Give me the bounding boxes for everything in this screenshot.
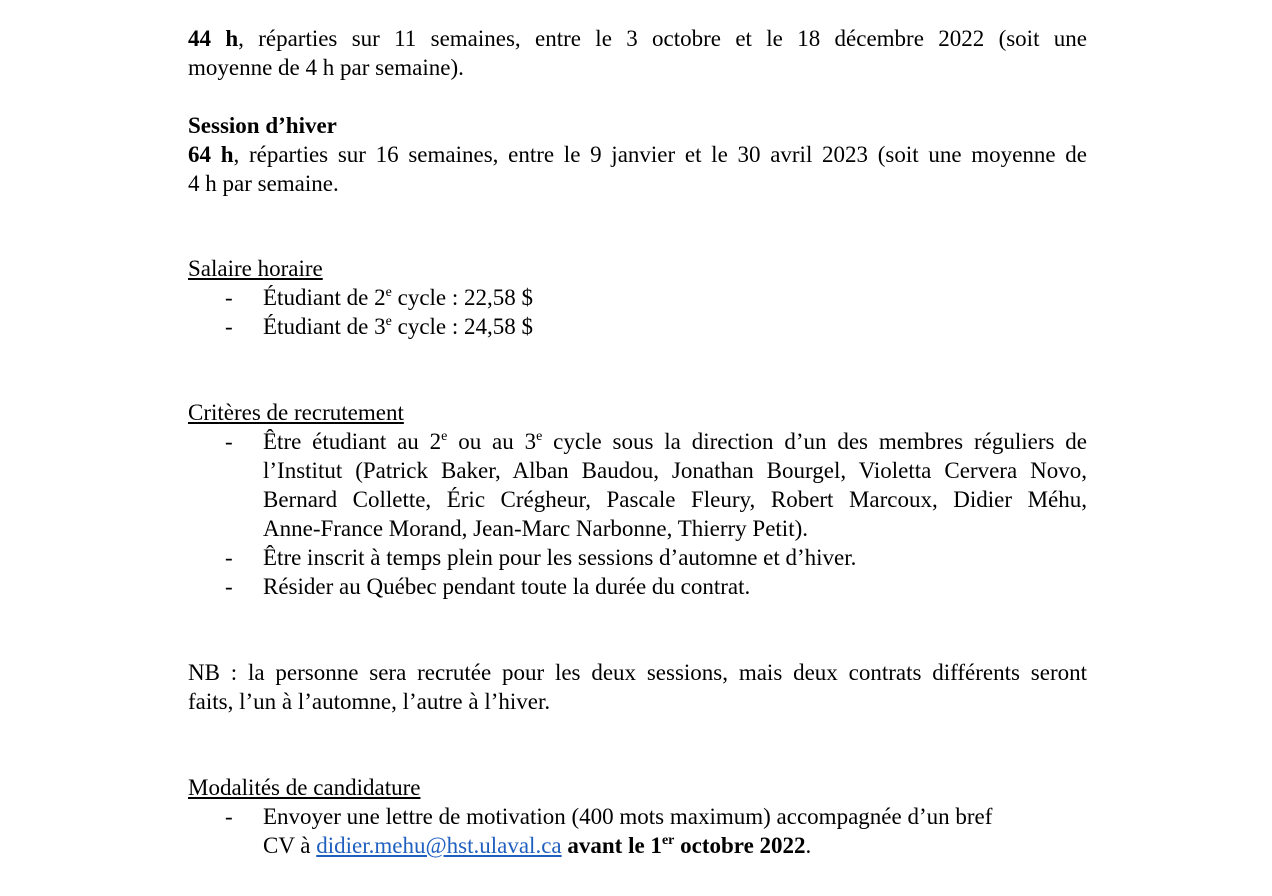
application-list bbox=[188, 802, 1087, 860]
winter-line-2: 4 h par semaine. bbox=[188, 171, 339, 196]
autumn-line-1 bbox=[188, 24, 1087, 53]
criteria-item-1-line-1 bbox=[263, 427, 1087, 456]
criteria-list bbox=[188, 427, 1087, 601]
text-run: avant le 1 bbox=[567, 833, 662, 858]
text-run: cycle sous la direction d’un des membres réguliers de bbox=[542, 429, 1087, 454]
criteria-item-3: Résider au Québec pendant toute la durée du contrat. bbox=[263, 574, 751, 599]
dash-bullet: - bbox=[225, 804, 233, 829]
autumn-line-2: moyenne de 4 h par semaine). bbox=[188, 55, 464, 80]
superscript: e bbox=[385, 285, 392, 300]
text-run: Être étudiant au 2 bbox=[263, 429, 442, 454]
criteria-item-1-line-2: l’Institut (Patrick Baker, Alban Baudou, Jonathan Bourgel, Violetta Cervera Novo, bbox=[263, 458, 1087, 483]
nb-note bbox=[188, 658, 1087, 716]
dash-bullet: - bbox=[225, 545, 233, 570]
criteria-section bbox=[188, 398, 1087, 601]
deadline bbox=[567, 833, 805, 858]
application-line-1: Envoyer une lettre de motivation (400 mots maximum) accompagnée d’un bref bbox=[263, 804, 993, 829]
superscript: er bbox=[661, 833, 675, 848]
superscript: e bbox=[441, 429, 448, 444]
winter-session-section bbox=[188, 111, 1087, 198]
application-title: Modalités de candidature bbox=[188, 775, 421, 800]
criteria-title: Critères de recrutement bbox=[188, 400, 404, 425]
salary-title: Salaire horaire bbox=[188, 256, 323, 281]
nb-line-1: NB : la personne sera recrutée pour les deux sessions, mais deux contrats différents seront bbox=[188, 660, 1087, 685]
list-item bbox=[188, 283, 1087, 312]
text-run: CV à bbox=[263, 833, 317, 858]
list-item bbox=[188, 312, 1087, 341]
autumn-line-1-text: , réparties sur 11 semaines, entre le 3 octobre et le 18 décembre 2022 (soit une bbox=[238, 26, 1087, 51]
salary-item-text: Étudiant de 3 bbox=[263, 314, 386, 339]
nb-line-2: faits, l’un à l’automne, l’autre à l’hiver. bbox=[188, 689, 551, 714]
winter-hours: 64 h bbox=[188, 142, 234, 167]
dash-bullet: - bbox=[225, 285, 233, 310]
superscript: e bbox=[385, 314, 392, 329]
autumn-session-text bbox=[188, 24, 1087, 82]
criteria-item-2: Être inscrit à temps plein pour les sessions d’automne et d’hiver. bbox=[263, 545, 857, 570]
salary-list bbox=[188, 283, 1087, 341]
list-item bbox=[188, 802, 1087, 860]
application-line-2 bbox=[263, 831, 1087, 860]
text-run: ou au 3 bbox=[447, 429, 537, 454]
winter-line-1-text: , réparties sur 16 semaines, entre le 9 janvier et le 30 avril 2023 (soit une moyenne de bbox=[233, 142, 1087, 167]
criteria-item-1-line-3: Bernard Collette, Éric Crégheur, Pascale Fleury, Robert Marcoux, Didier Méhu, bbox=[263, 487, 1087, 512]
list-item bbox=[188, 572, 1087, 601]
salary-item-value: cycle : 24,58 $ bbox=[391, 314, 534, 339]
salary-item-value: cycle : 22,58 $ bbox=[391, 285, 534, 310]
application-section bbox=[188, 773, 1087, 860]
email-link[interactable]: didier.mehu@hst.ulaval.ca bbox=[316, 833, 562, 858]
list-item bbox=[188, 427, 1087, 543]
superscript: e bbox=[536, 429, 543, 444]
criteria-item-1-line-4: Anne-France Morand, Jean-Marc Narbonne, Thierry Petit). bbox=[263, 516, 808, 541]
dash-bullet: - bbox=[225, 574, 233, 599]
list-item bbox=[188, 543, 1087, 572]
text-run: . bbox=[805, 833, 812, 858]
dash-bullet: - bbox=[225, 429, 233, 454]
winter-session-title: Session d’hiver bbox=[188, 113, 337, 138]
salary-item-text: Étudiant de 2 bbox=[263, 285, 386, 310]
dash-bullet: - bbox=[225, 314, 233, 339]
salary-section bbox=[188, 254, 1087, 341]
autumn-hours: 44 h bbox=[188, 26, 239, 51]
text-run: octobre 2022 bbox=[674, 833, 806, 858]
winter-line-1 bbox=[188, 140, 1087, 169]
